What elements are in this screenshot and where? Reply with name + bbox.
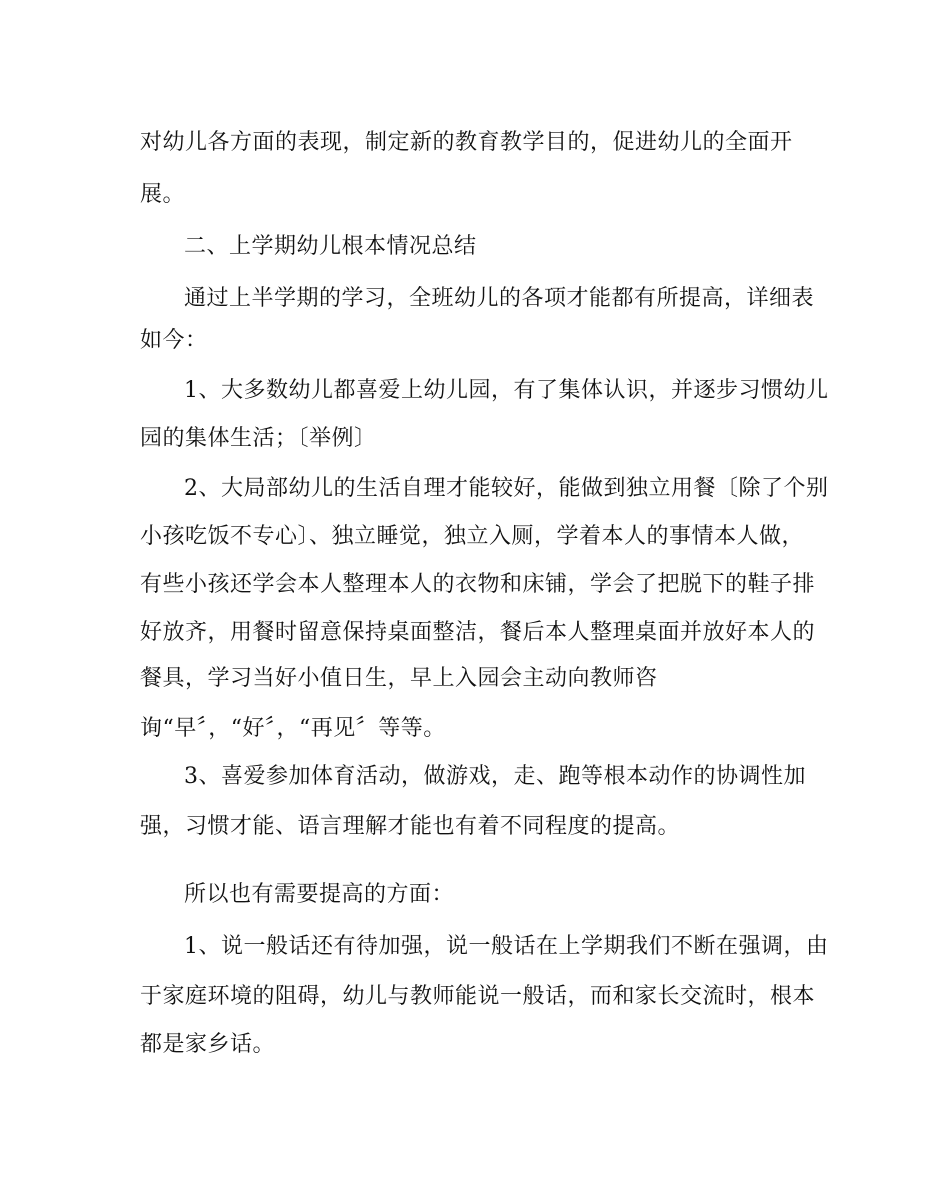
- text-line: 强，习惯才能、语言理解才能也有着不同程度的提高。: [140, 814, 681, 839]
- text-line: 好放齐，用餐时留意保持桌面整洁，餐后本人整理桌面并放好本人的: [140, 620, 816, 645]
- text-line: 于家庭环境的阻碍，幼儿与教师能说一般话，而和家长交流时，根本: [140, 984, 816, 1009]
- text-line: 如今：: [140, 328, 208, 353]
- text-line: 通过上半学期的学习，全班幼儿的各项才能都有所提高，详细表: [184, 286, 815, 311]
- text-line: 餐具，学习当好小值日生，早上入园会主动向教师咨: [140, 666, 658, 691]
- text-line: 对幼儿各方面的表现，制定新的教育教学目的，促进幼儿的全面开: [140, 130, 793, 155]
- text-line: 1、说一般话还有待加强，说一般话在上学期我们不断在强调，由: [184, 934, 829, 959]
- text-line: 都是家乡话。: [140, 1032, 276, 1057]
- text-line: 有些小孩还学会本人整理本人的衣物和床铺，学会了把脱下的鞋子排: [140, 572, 816, 597]
- text-line: 展。: [140, 182, 186, 207]
- text-line: 2、大局部幼儿的生活自理才能较好，能做到独立用餐〔除了个别: [184, 476, 829, 501]
- text-line: 1、大多数幼儿都喜爱上幼儿园，有了集体认识，并逐步习惯幼儿: [184, 378, 829, 403]
- text-line: 园的集体生活；〔举例〕: [140, 426, 377, 451]
- text-line: 3、喜爱参加体育活动，做游戏，走、跑等根本动作的协调性加: [184, 764, 806, 789]
- section-heading: 二、上学期幼儿根本情况总结: [184, 234, 477, 259]
- text-line: 询“早〞，“好〞，“再见〞等等。: [140, 716, 446, 741]
- section-heading: 所以也有需要提高的方面：: [184, 882, 455, 907]
- text-line: 小孩吃饭不专心〕、独立睡觉，独立入厕，学着本人的事情本人做，: [140, 524, 805, 549]
